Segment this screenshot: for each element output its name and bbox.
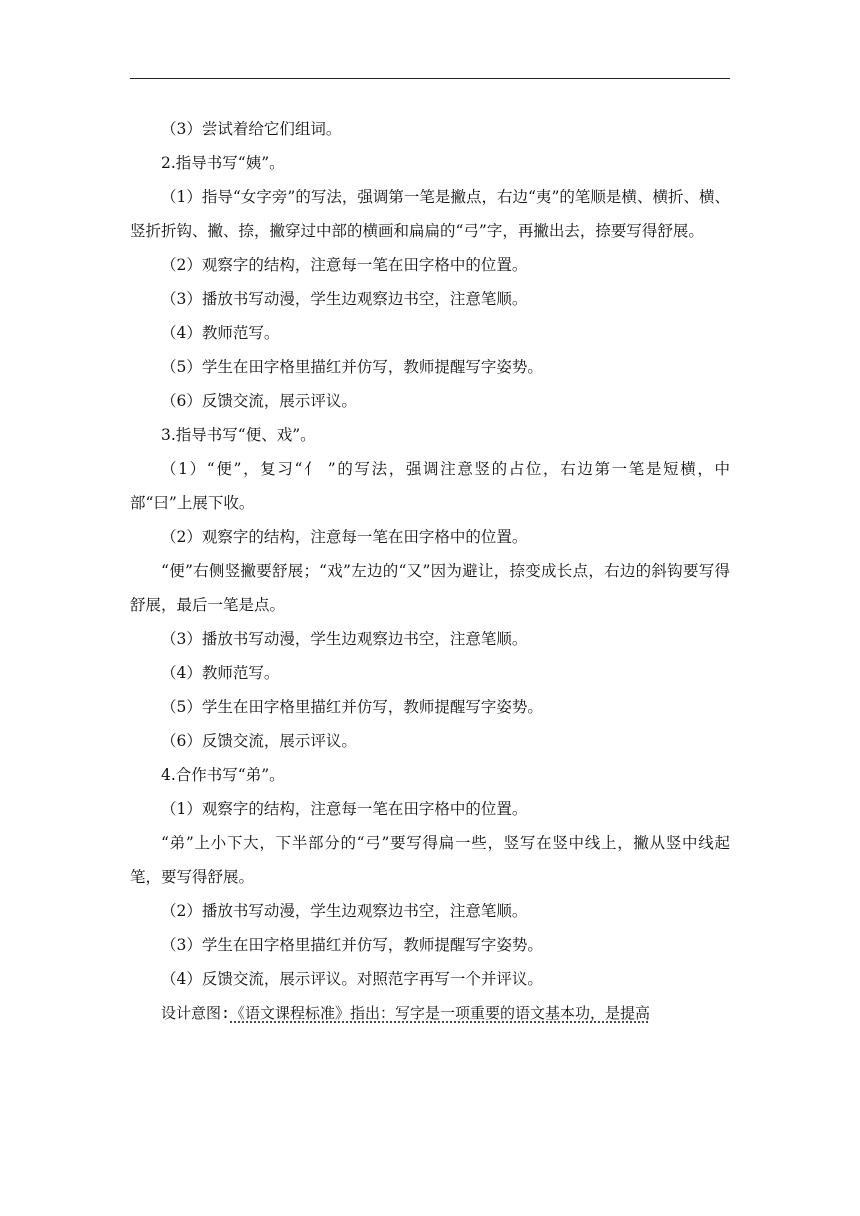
design-note-label: 设计意图: [161,1004,231,1022]
paragraph-16: （6）反馈交流，展示评议。 [161,732,357,750]
paragraph-20: （2）播放书写动漫，学生边观察边书空，注意笔顺。 [161,902,528,920]
paragraph-13: （3）播放书写动漫，学生边观察边书空，注意笔顺。 [161,630,528,648]
paragraph-18: （1）观察字的结构，注意每一笔在田字格中的位置。 [161,800,528,818]
paragraph-3: （1）指导“女字旁”的写法，强调第一笔是撇点，右边“夷”的笔顺是横、横折、横、竖折折钩、撇、捺，撇穿过中部的横画和扁扁的“弓”字，再撇出去，捺要写得舒展。 [130,188,730,240]
paragraph-5: （3）播放书写动漫，学生边观察边书空，注意笔顺。 [161,290,528,308]
section-heading-3: 3.指导书写“便、戏”。 [161,426,316,444]
paragraph-19: “弟”上小下大，下半部分的“弓”要写得扁一些，竖写在竖中线上，撇从竖中线起笔，要写得舒展。 [130,834,730,886]
paragraph-15: （5）学生在田字格里描红并仿写，教师提醒写字姿势。 [161,698,543,716]
document-body [130,112,730,1030]
paragraph-6: （4）教师范写。 [161,324,280,342]
paragraph-10: （1）“便”，复习“亻 ”的写法，强调注意竖的占位，右边第一笔是短横，中部“曰”上展下收。 [130,460,730,512]
paragraph-11: （2）观察字的结构，注意每一笔在田字格中的位置。 [161,528,528,546]
header-rule [130,78,730,79]
section-heading-2: 2.指导书写“姨”。 [161,154,285,172]
section-heading-4: 4.合作书写“弟”。 [161,766,285,784]
paragraph-7: （5）学生在田字格里描红并仿写，教师提醒写字姿势。 [161,358,543,376]
paragraph-1: （3）尝试着给它们组词。 [161,120,342,138]
design-note-text: 《语文课程标准》指出：写字是一项重要的语文基本功，是提高 [230,1004,651,1022]
design-note [130,996,730,1030]
paragraph-8: （6）反馈交流，展示评议。 [161,392,357,410]
paragraph-4: （2）观察字的结构，注意每一笔在田字格中的位置。 [161,256,528,274]
paragraph-12: “便”右侧竖撇要舒展；“戏”左边的“又”因为避让，捺变成长点，右边的斜钩要写得舒展，最后一笔是点。 [130,562,730,614]
paragraph-22: （4）反馈交流，展示评议。对照范字再写一个并评议。 [161,970,543,988]
paragraph-14: （4）教师范写。 [161,664,280,682]
paragraph-21: （3）学生在田字格里描红并仿写，教师提醒写字姿势。 [161,936,543,954]
